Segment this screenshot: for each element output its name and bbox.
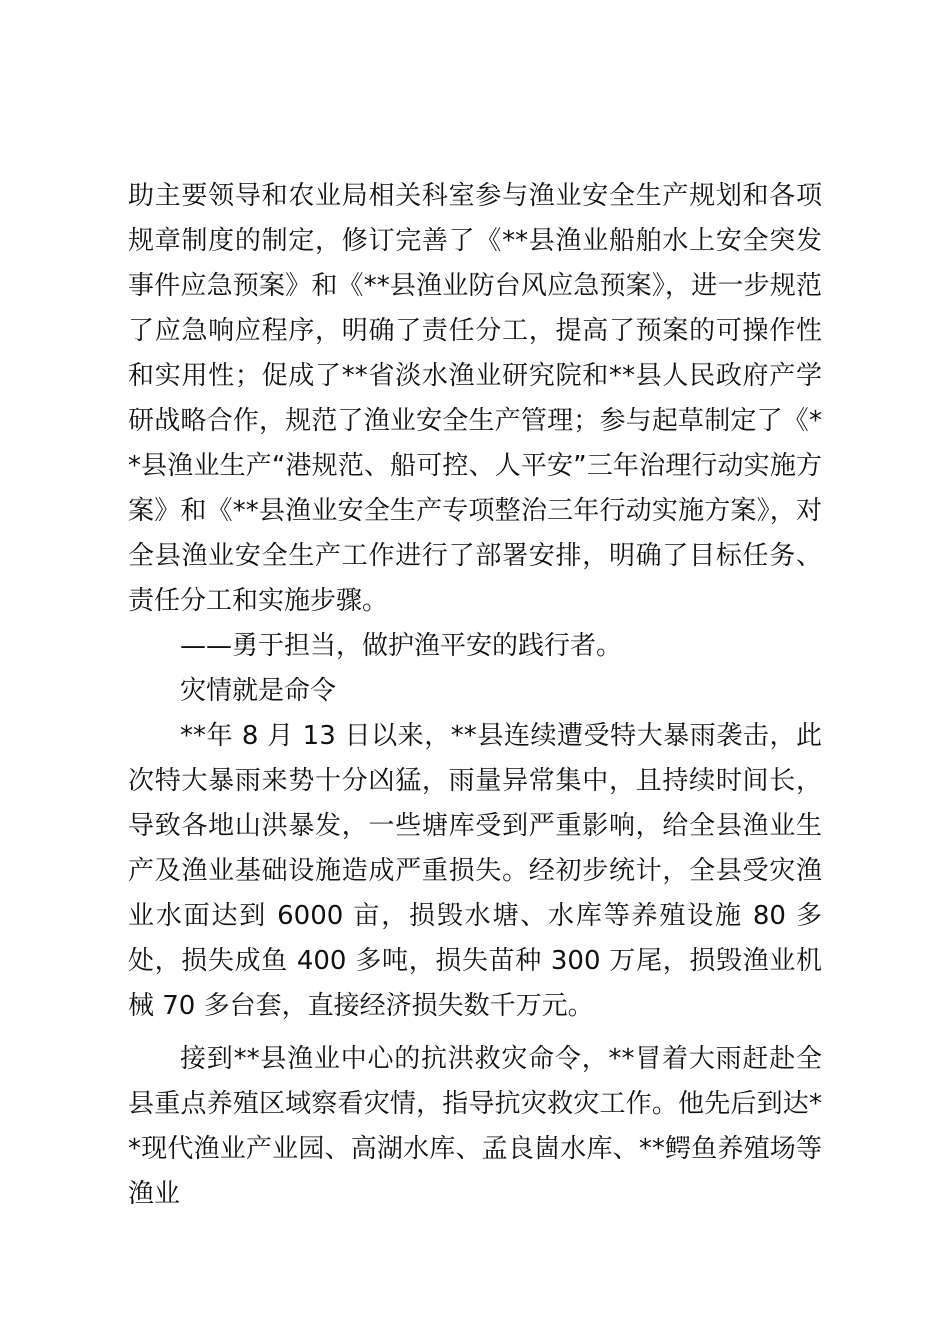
paragraph-continued-safety-regulations: 助主要领导和农业局相关科室参与渔业安全生产规划和各项规章制度的制定，修订完善了《**县渔业船舶水上安全突发事件应急预案》和《**县渔业防台风应急预案》，进一步规范了应急响应程序，明确了责任分工，提高了预案的可操作性和实用性；促成了**省淡水渔业研究院和**县人民政府产学研战略合作，规范了渔业安全生产管理；参与起草制定了《**县渔业生产“港规范、船可控、人平安”三年治理行动实施方案》和《**县渔业安全生产专项整治三年行动实施方案》，对全县渔业安全生产工作进行了部署安排，明确了目标任务、责任分工和实施步骤。 <box>128 181 822 616</box>
paragraph-flood-relief-response: 接到**县渔业中心的抗洪救灾命令，**冒着大雨赶赴全县重点养殖区域察看灾情，指导抗灾救灾工作。他先后到达**现代渔业产业园、高湖水库、孟良崮水库、**鳄鱼养殖场等渔业 <box>128 1044 822 1209</box>
paragraph-rainstorm-losses: **年 8 月 13 日以来，**县连续遭受特大暴雨袭击，此次特大暴雨来势十分凶猛，雨量异常集中，且持续时间长，导致各地山洪暴发，一些塘库受到严重影响，给全县渔业生产及渔业基础设施造成严重损失。经初步统计，全县受灾渔业水面达到 6000 亩，损毁水塘、水库等养殖设施 80 多处，损失成鱼 400 多吨，损失苗种 300 万尾，损毁渔业机械 70 多台套，直接经济损失数千万元。 <box>128 721 822 1021</box>
document-body <box>128 174 822 1217</box>
paragraph-heading-disaster-order: 灾情就是命令 <box>180 676 337 706</box>
paragraph-subheading-take-responsibility: ——勇于担当，做护渔平安的践行者。 <box>180 631 623 661</box>
